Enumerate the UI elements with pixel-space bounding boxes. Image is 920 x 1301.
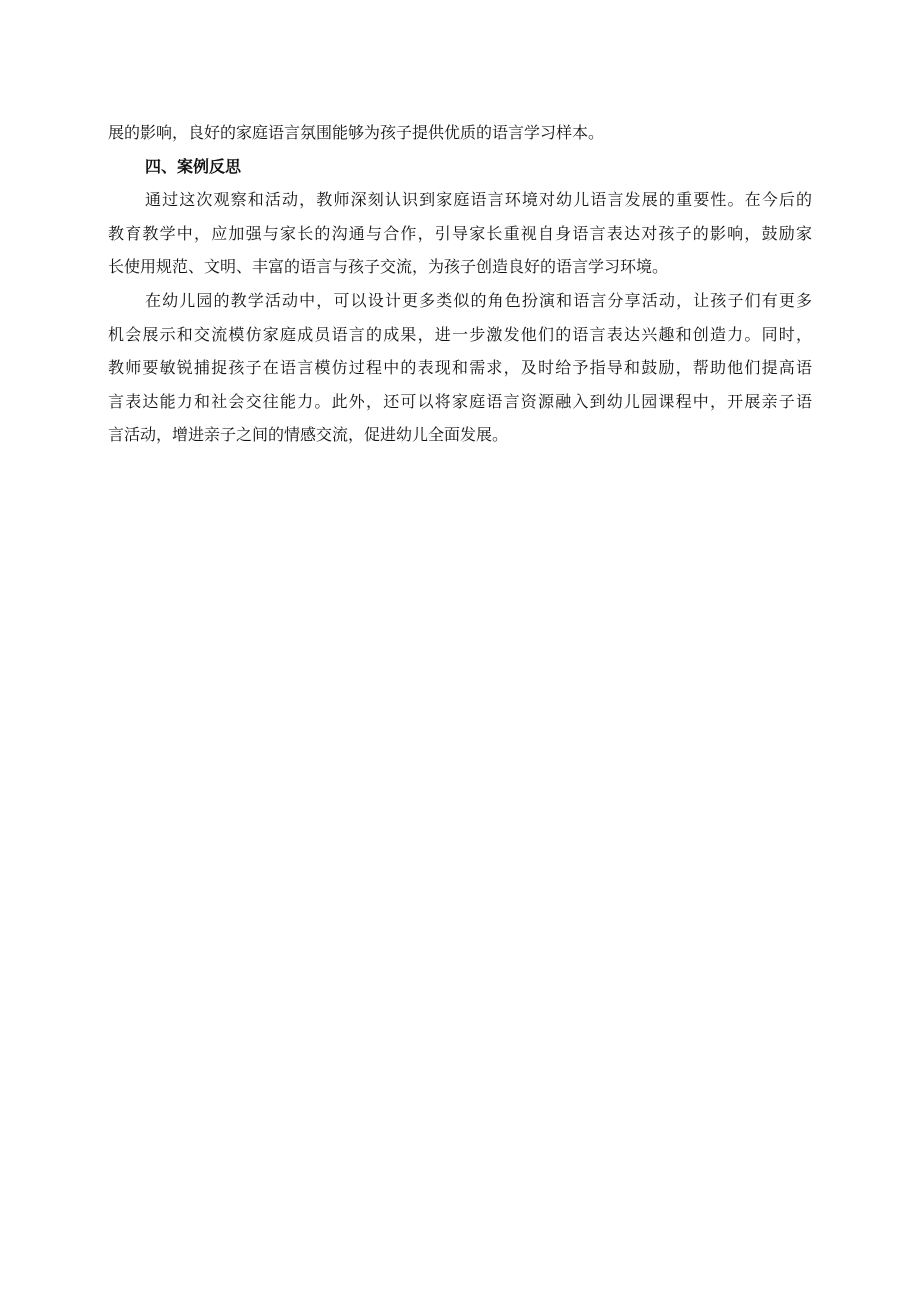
section-heading: 四、案例反思	[145, 156, 242, 176]
paragraph-2-line-3: 教师要敏锐捕捉孩子在语言模仿过程中的表现和需求，及时给予指导和鼓励，帮助他们提高语	[108, 358, 812, 378]
paragraph-1-line-1: 通过这次观察和活动，教师深刻认识到家庭语言环境对幼儿语言发展的重要性。在今后的	[145, 190, 812, 210]
paragraph-2-line-2: 机会展示和交流模仿家庭成员语言的成果，进一步激发他们的语言表达兴趣和创造力。同时，	[108, 324, 812, 344]
document-body	[108, 116, 812, 452]
paragraph-1-line-3: 长使用规范、文明、丰富的语言与孩子交流，为孩子创造良好的语言学习环境。	[108, 257, 669, 277]
paragraph-2-line-1: 在幼儿园的教学活动中，可以设计更多类似的角色扮演和语言分享活动，让孩子们有更多	[145, 290, 812, 310]
paragraph-1-line-2: 教育教学中，应加强与家长的沟通与合作，引导家长重视自身语言表达对孩子的影响，鼓励家	[108, 223, 812, 243]
text-line-continuation: 展的影响，良好的家庭语言氛围能够为孩子提供优质的语言学习样本。	[108, 123, 605, 142]
paragraph-2-line-4: 言表达能力和社会交往能力。此外，还可以将家庭语言资源融入到幼儿园课程中，开展亲子语	[108, 391, 812, 411]
paragraph-2-line-5: 言活动，增进亲子之间的情感交流，促进幼儿全面发展。	[108, 425, 509, 445]
